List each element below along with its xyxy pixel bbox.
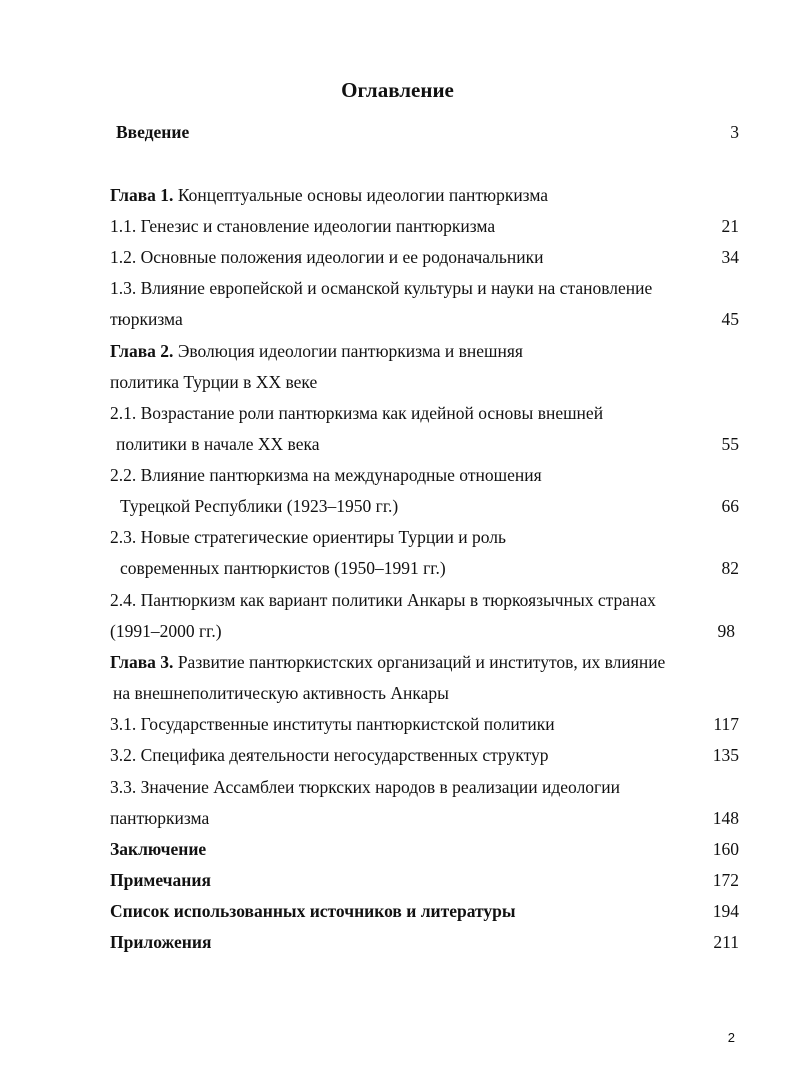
toc-page-1-3: 45 (721, 309, 739, 329)
toc-entry-2-3: 2.3. Новые стратегические ориентиры Турции и роль (110, 527, 507, 547)
toc-entry-1-2: 1.2. Основные положения идеологии и ее родоначальники (110, 247, 544, 267)
chapter-1-title: Концептуальные основы идеологии пантюркизма (173, 185, 549, 205)
toc-chapter-3-cont: на внешнеполитическую активность Анкары (113, 683, 449, 703)
page-number: 2 (727, 1030, 735, 1045)
toc-entry-2-4-cont: (1991–2000 гг.) (110, 621, 222, 641)
toc-entry-conclusion: Заключение (110, 839, 207, 859)
toc-page-3-1: 117 (713, 714, 739, 734)
toc-entry-2-2-cont: Турецкой Республики (1923–1950 гг.) (120, 496, 399, 516)
chapter-1-number: Глава 1. (110, 185, 174, 205)
toc-entry-2-3-cont: современных пантюркистов (1950–1991 гг.) (120, 558, 446, 578)
page-title: Оглавление (341, 78, 454, 102)
toc-entry-3-3: 3.3. Значение Ассамблеи тюркских народов в реализации идеологии (110, 777, 620, 797)
toc-entry-intro: Введение (116, 122, 190, 142)
toc-page-sources: 194 (712, 901, 739, 921)
toc-chapter-3 (110, 651, 665, 673)
toc-entry-3-1: 3.1. Государственные институты пантюркистской политики (110, 714, 555, 734)
toc-entry-2-2: 2.2. Влияние пантюркизма на международные отношения (110, 465, 542, 485)
toc-page-conclusion: 160 (712, 839, 739, 859)
chapter-3-title: Развитие пантюркистских организаций и институтов, их влияние (173, 652, 666, 672)
toc-page-3-3: 148 (712, 808, 739, 828)
toc-chapter-2-cont: политика Турции в XX веке (110, 372, 318, 392)
toc-page-2-1: 55 (721, 434, 739, 454)
toc-entry-sources: Список использованных источников и литературы (110, 901, 516, 921)
chapter-2-number: Глава 2. (110, 341, 174, 361)
toc-entry-2-1-cont: политики в начале XX века (116, 434, 320, 454)
toc-entry-3-2: 3.2. Специфика деятельности негосударственных структур (110, 745, 549, 765)
toc-entry-1-1: 1.1. Генезис и становление идеологии пантюркизма (110, 216, 496, 236)
toc-page-1-1: 21 (721, 216, 739, 236)
toc-entry-3-3-cont: пантюркизма (110, 808, 210, 828)
toc-chapter-1 (110, 184, 548, 206)
toc-page-2-3: 82 (721, 558, 739, 578)
toc-page-3-2: 135 (712, 745, 739, 765)
toc-entry-1-3: 1.3. Влияние европейской и османской культуры и науки на становление (110, 278, 653, 298)
toc-entry-notes: Примечания (110, 870, 211, 890)
toc-entry-appendix: Приложения (110, 932, 212, 952)
toc-page-appendix: 211 (713, 932, 739, 952)
toc-page-1-2: 34 (721, 247, 739, 267)
toc-entry-2-4: 2.4. Пантюркизм как вариант политики Анкары в тюркоязычных странах (110, 590, 656, 610)
toc-page-intro: 3 (730, 122, 739, 142)
chapter-3-number: Глава 3. (110, 652, 174, 672)
toc-page-2-2: 66 (721, 496, 739, 516)
toc-chapter-2 (110, 340, 523, 362)
toc-page-2-4: 98 (717, 621, 735, 641)
toc-page-notes: 172 (712, 870, 739, 890)
chapter-2-title: Эволюция идеологии пантюркизма и внешняя (173, 341, 523, 361)
toc-entry-2-1: 2.1. Возрастание роли пантюркизма как идейной основы внешней (110, 403, 604, 423)
toc-entry-1-3-cont: тюркизма (110, 309, 183, 329)
